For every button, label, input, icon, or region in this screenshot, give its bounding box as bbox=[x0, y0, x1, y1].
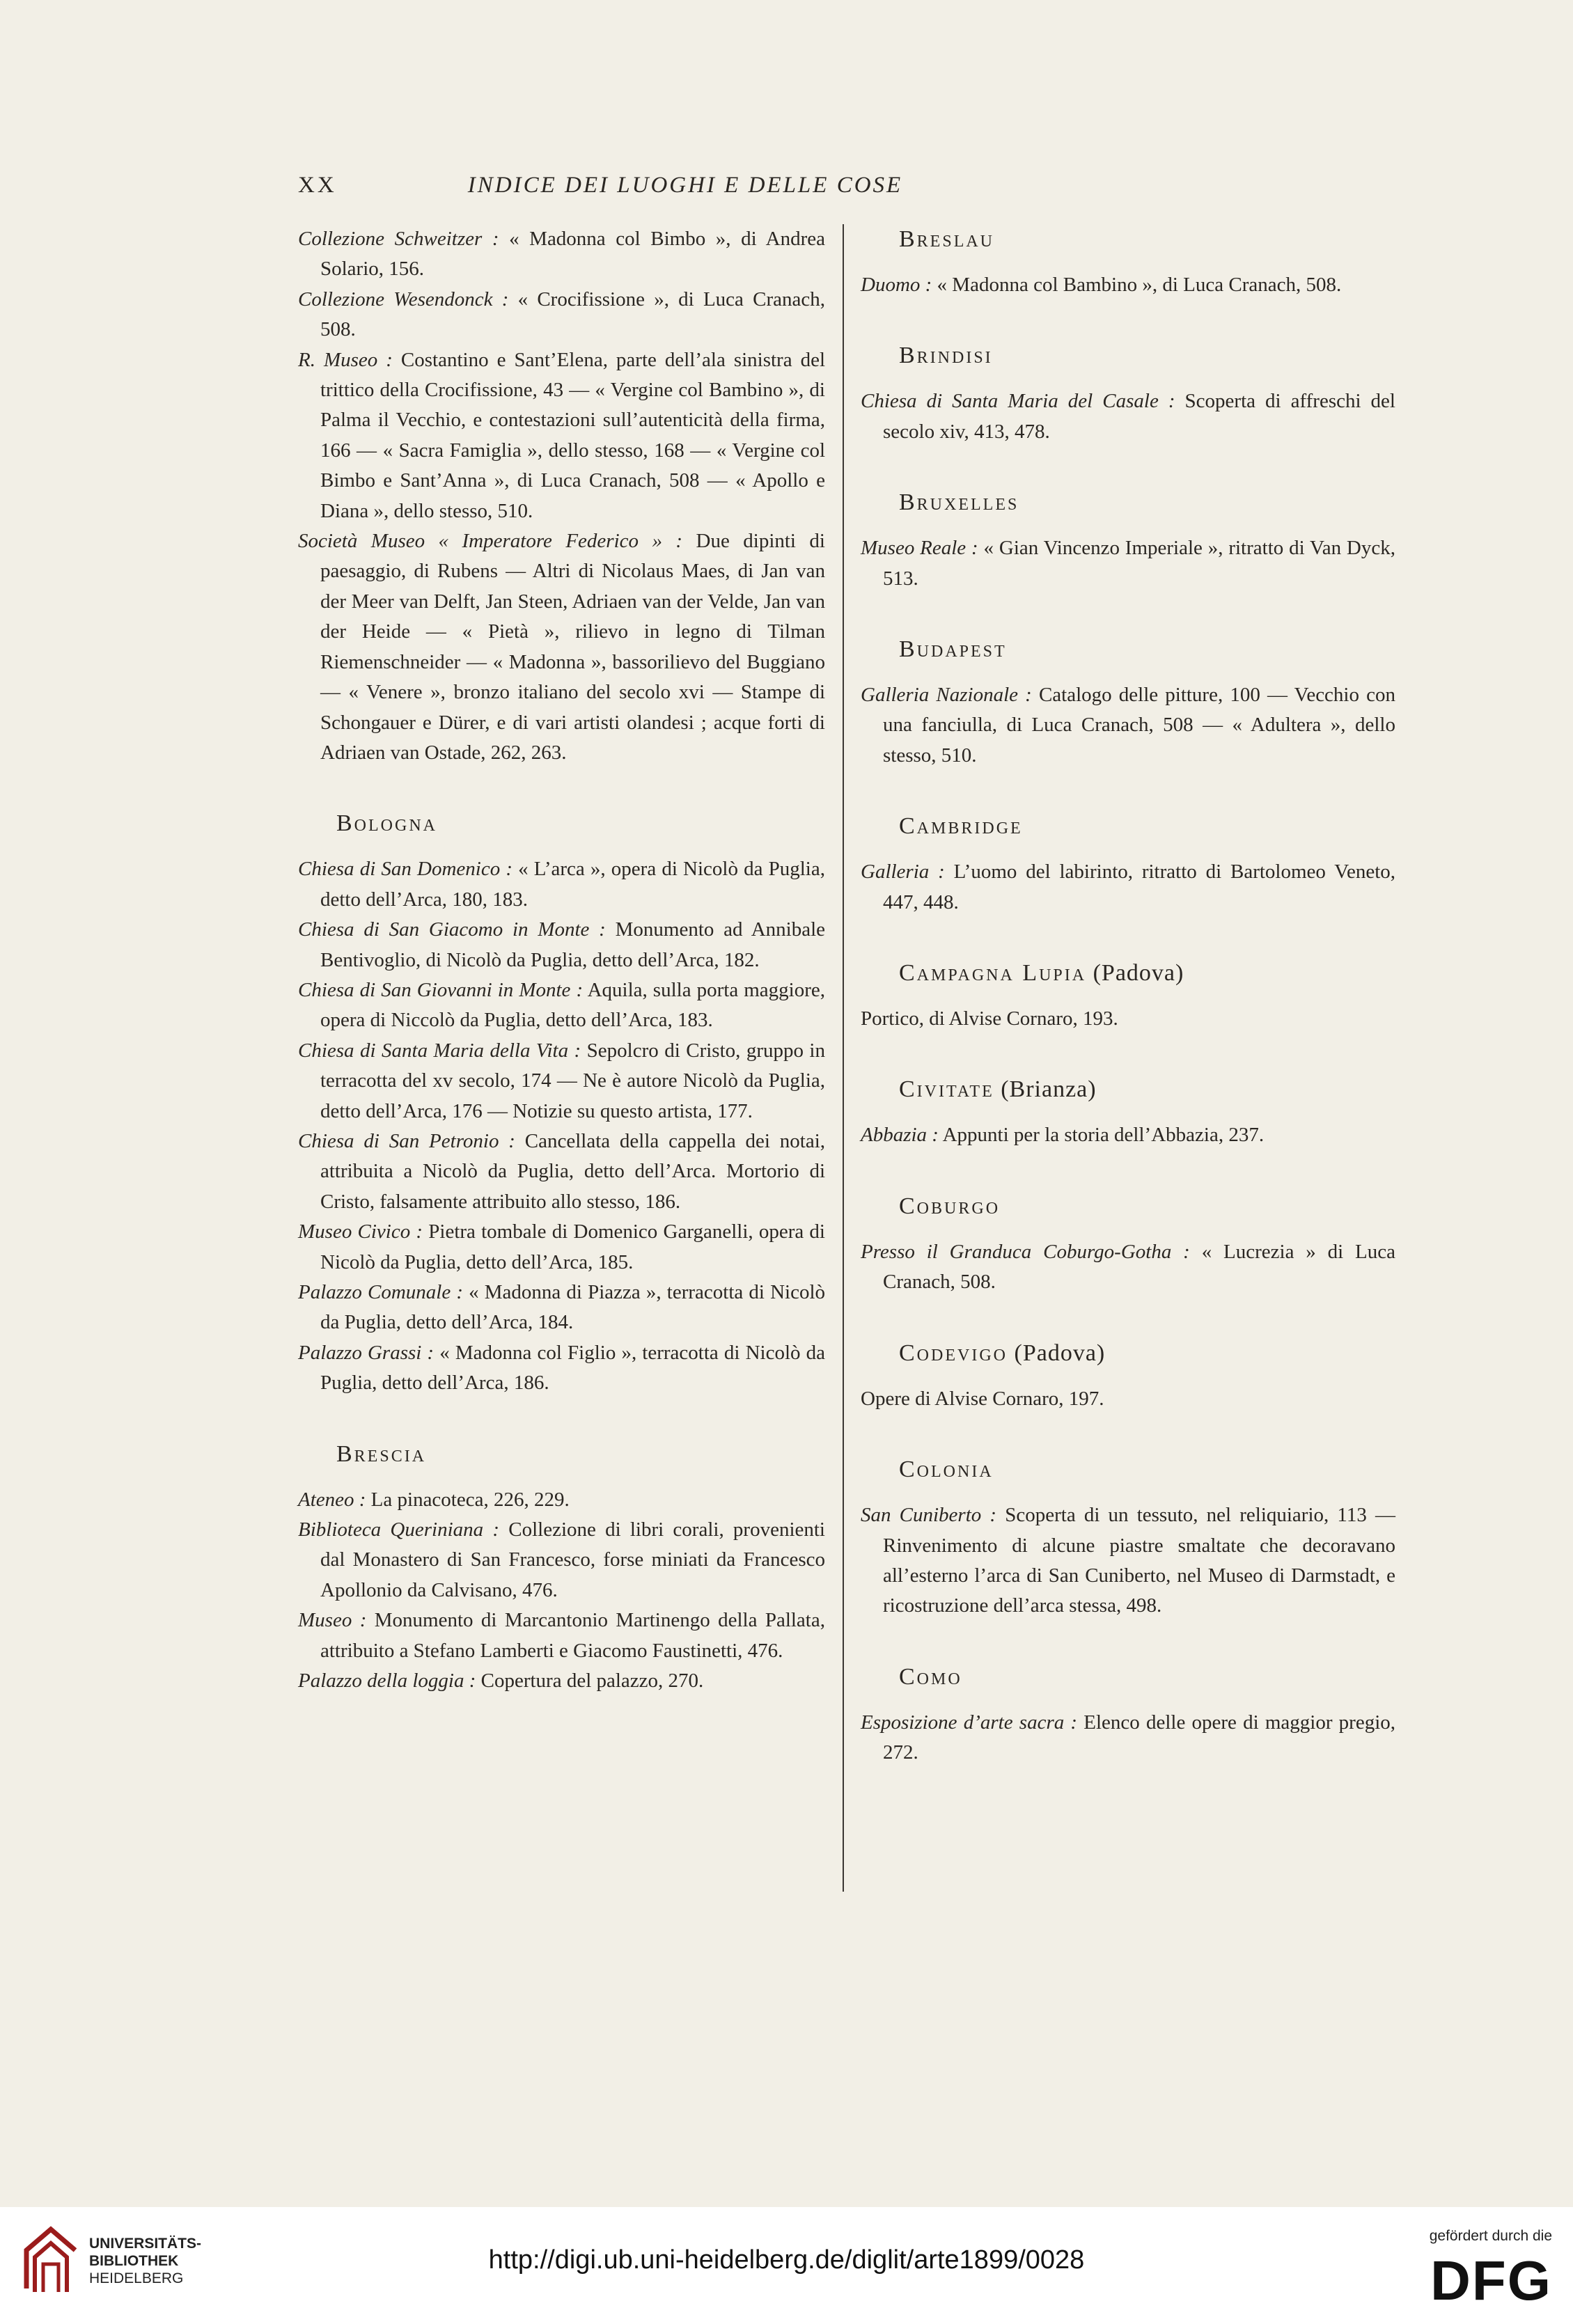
page-number: XX bbox=[298, 173, 337, 198]
index-section bbox=[861, 811, 1395, 918]
entry-location: San Cuniberto : bbox=[861, 1504, 997, 1527]
entry-location: Esposizione d’arte sacra : bbox=[861, 1711, 1078, 1734]
index-section bbox=[861, 1074, 1395, 1150]
place-heading bbox=[899, 1338, 1395, 1369]
index-section bbox=[861, 1662, 1395, 1768]
place-name: Como bbox=[899, 1663, 962, 1690]
index-section bbox=[298, 808, 825, 1398]
entry-text: La pinacoteca, 226, 229. bbox=[366, 1488, 570, 1511]
entry-location: Galleria : bbox=[861, 861, 945, 884]
place-province: (Brianza) bbox=[994, 1076, 1097, 1103]
entry-text: Collezione di libri corali, provenienti dal Monastero di San Francesco, forse miniati da Francesco Apollonio da Calvisano, 476. bbox=[320, 1518, 825, 1601]
digitization-footer bbox=[0, 2207, 1573, 2324]
entry-text: « Madonna col Bambino », di Luca Cranach, 508. bbox=[932, 274, 1342, 296]
index-section bbox=[861, 224, 1395, 300]
entry-text: « L’arca », opera di Nicolò da Puglia, detto dell’Arca, 180, 183. bbox=[320, 858, 825, 911]
place-name: Budapest bbox=[899, 636, 1007, 663]
right-column bbox=[861, 224, 1395, 1809]
index-entry bbox=[298, 1485, 825, 1515]
permalink-url[interactable]: http://digi.ub.uni-heidelberg.de/diglit/arte1899/0028 bbox=[488, 2245, 1085, 2275]
place-heading bbox=[899, 1454, 1395, 1485]
index-entry bbox=[298, 1605, 825, 1666]
place-heading bbox=[899, 1662, 1395, 1693]
entry-text: Appunti per la storia dell’Abbazia, 237. bbox=[938, 1124, 1265, 1147]
index-entry bbox=[298, 1515, 825, 1605]
dfg-logo: DFG bbox=[1430, 2250, 1552, 2311]
entry-text: Due dipinti di paesaggio, di Rubens — Altri di Nicolaus Maes, di Jan van der Meer van Delft, Jan Steen, Adriaen van der Velde, Jan van der Heide — « Pietà », rilievo in legno di Tilman Riemenschneider — « Madonna », bassorilievo del Buggiano — « Venere », bronzo italiano del secolo xvi — Stampe di Schongauer e Dürer, e di vari artisti olandesi ; acque forti di Adriaen van Ostade, 262, 263. bbox=[320, 530, 825, 764]
entry-text: Elenco delle opere di maggior pregio, 272. bbox=[883, 1711, 1396, 1764]
entry-text: Scoperta di affreschi del secolo xiv, 413, 478. bbox=[883, 390, 1395, 443]
entry-location: Chiesa di San Giacomo in Monte : bbox=[298, 918, 606, 941]
entry-text: Aquila, sulla porta maggiore, opera di Niccolò da Puglia, detto dell’Arca, 183. bbox=[320, 978, 826, 1032]
index-entry bbox=[861, 1004, 1395, 1034]
index-section bbox=[861, 958, 1395, 1034]
entry-location: Società Museo « Imperatore Federico » : bbox=[298, 530, 683, 553]
entry-location: Palazzo Grassi : bbox=[298, 1341, 435, 1364]
index-section bbox=[298, 1439, 825, 1697]
place-province: (Padova) bbox=[1008, 1340, 1106, 1366]
entry-text: « Madonna col Bimbo », di Andrea Solario, 156. bbox=[320, 228, 825, 281]
entry-location: Museo Civico : bbox=[298, 1220, 423, 1243]
entry-location: Palazzo della loggia : bbox=[298, 1670, 476, 1693]
index-section bbox=[861, 340, 1395, 447]
left-column bbox=[298, 224, 825, 1736]
place-heading bbox=[899, 1191, 1395, 1222]
place-name: Bologna bbox=[336, 810, 437, 837]
entry-text: Copertura del palazzo, 270. bbox=[476, 1670, 704, 1693]
place-heading bbox=[336, 808, 825, 839]
index-entry bbox=[861, 1708, 1395, 1768]
funded-by-label: gefördert durch die bbox=[1429, 2228, 1552, 2244]
entry-location: Chiesa di San Giovanni in Monte : bbox=[298, 978, 584, 1001]
index-section bbox=[861, 487, 1395, 594]
index-entry bbox=[298, 975, 825, 1036]
place-name: Colonia bbox=[899, 1457, 994, 1483]
index-entry bbox=[861, 857, 1395, 918]
index-entry bbox=[298, 1278, 825, 1338]
index-entry bbox=[298, 345, 825, 526]
place-heading bbox=[899, 958, 1395, 989]
index-entry bbox=[861, 1120, 1395, 1150]
place-name: Brindisi bbox=[899, 343, 993, 369]
entry-text: Sepolcro di Cristo, gruppo in terracotta del xv secolo, 174 — Ne è autore Nicolò da Puglia, detto dell’Arca, 176 — Notizie su questo artista, 177. bbox=[320, 1039, 825, 1122]
entry-location: Chiesa di San Domenico : bbox=[298, 858, 513, 881]
place-province: (Padova) bbox=[1086, 960, 1184, 987]
column-divider bbox=[843, 224, 844, 1892]
place-heading bbox=[899, 811, 1395, 842]
entry-location: Abbazia : bbox=[861, 1124, 939, 1147]
entry-text: L’uomo del labirinto, ritratto di Bartolomeo Veneto, 447, 448. bbox=[883, 861, 1396, 913]
index-entry bbox=[861, 386, 1395, 447]
entry-text: « Madonna col Figlio », terracotta di Nicolò da Puglia, detto dell’Arca, 186. bbox=[320, 1341, 825, 1395]
entry-text: « Gian Vincenzo Imperiale », ritratto di Van Dyck, 513. bbox=[883, 537, 1395, 590]
library-line-3: HEIDELBERG bbox=[89, 2270, 184, 2286]
entry-text: Portico, di Alvise Cornaro, 193. bbox=[861, 1007, 1118, 1030]
index-entry bbox=[298, 1217, 825, 1278]
library-line-2: BIBLIOTHEK bbox=[89, 2253, 179, 2269]
index-entry bbox=[298, 1036, 825, 1126]
place-heading bbox=[899, 487, 1395, 518]
place-heading bbox=[899, 1074, 1395, 1105]
index-entry bbox=[298, 854, 825, 915]
index-section bbox=[298, 224, 825, 768]
entry-text: « Crocifissione », di Luca Cranach, 508. bbox=[320, 288, 825, 341]
entry-text: Catalogo delle pitture, 100 — Vecchio con una fanciulla, di Luca Cranach, 508 — « Adultera », dello stesso, 510. bbox=[883, 684, 1395, 767]
entry-text: Costantino e Sant’Elena, parte dell’ala sinistra del trittico della Crocifissione, 43 — « Vergine col Bambino », di Palma il Vecchio, e contestazioni sull’autenticità della firma, 166 — « Sacra Famiglia », dello stesso, 168 — « Vergine col Bimbo e Sant’Anna », di Luca Cranach, 508 — « Apollo e Diana », dello stesso, 510. bbox=[320, 348, 826, 522]
place-heading bbox=[336, 1439, 825, 1470]
index-entry bbox=[298, 1126, 825, 1217]
place-name: Codevigo bbox=[899, 1340, 1008, 1366]
index-entry bbox=[861, 1384, 1395, 1414]
index-entry bbox=[298, 526, 825, 768]
index-entry bbox=[298, 224, 825, 285]
entry-text: Opere di Alvise Cornaro, 197. bbox=[861, 1387, 1104, 1410]
entry-location: Museo : bbox=[298, 1609, 367, 1632]
running-head bbox=[298, 173, 1072, 207]
entry-location: Chiesa di San Petronio : bbox=[298, 1129, 515, 1152]
index-entry bbox=[298, 915, 825, 975]
entry-text: « Lucrezia » di Luca Cranach, 508. bbox=[883, 1240, 1396, 1294]
page-title: INDICE DEI LUOGHI E DELLE COSE bbox=[467, 173, 903, 198]
entry-text: Monumento di Marcantonio Martinengo della Pallata, attribuito a Stefano Lamberti e Giacomo Faustinetti, 476. bbox=[320, 1609, 825, 1662]
place-name: Civitate bbox=[899, 1076, 994, 1103]
place-name: Breslau bbox=[899, 226, 995, 252]
entry-text: Pietra tombale di Domenico Garganelli, opera di Nicolò da Puglia, detto dell’Arca, 185. bbox=[320, 1220, 825, 1273]
index-entry bbox=[298, 1338, 825, 1399]
entry-text: Cancellata della cappella dei notai, attribuita a Nicolò da Puglia, detto dell’Arca. Mortorio di Cristo, falsamente attribuito allo stesso, 186. bbox=[320, 1129, 825, 1213]
index-entry bbox=[861, 270, 1395, 300]
entry-location: Chiesa di Santa Maria del Casale : bbox=[861, 390, 1175, 413]
place-name: Coburgo bbox=[899, 1193, 1001, 1219]
entry-text: « Madonna di Piazza », terracotta di Nicolò da Puglia, detto dell’Arca, 184. bbox=[320, 1281, 826, 1334]
place-heading bbox=[899, 634, 1395, 665]
entry-location: Museo Reale : bbox=[861, 537, 978, 560]
entry-location: Collezione Wesendonck : bbox=[298, 288, 509, 311]
index-section bbox=[861, 1338, 1395, 1414]
entry-location: Ateneo : bbox=[298, 1488, 366, 1511]
place-name: Cambridge bbox=[899, 813, 1023, 840]
place-name: Campagna Lupia bbox=[899, 960, 1087, 987]
entry-location: Duomo : bbox=[861, 274, 932, 296]
entry-location: R. Museo : bbox=[298, 348, 393, 371]
index-section bbox=[861, 634, 1395, 771]
entry-location: Galleria Nazionale : bbox=[861, 684, 1032, 707]
index-entry bbox=[861, 533, 1395, 594]
index-entry bbox=[298, 1666, 825, 1696]
place-heading bbox=[899, 224, 1395, 255]
entry-text: Scoperta di un tessuto, nel reliquiario, 113 — Rinvenimento di alcune piastre smaltate che decoravano all’esterno l’arca di San Cuniberto, nel Museo di Darmstadt, e ricostruzione dell’arca stessa, 498. bbox=[883, 1504, 1395, 1617]
index-entry bbox=[298, 285, 825, 345]
entry-location: Chiesa di Santa Maria della Vita : bbox=[298, 1039, 581, 1062]
entry-location: Palazzo Comunale : bbox=[298, 1281, 463, 1303]
index-entry bbox=[861, 1237, 1395, 1298]
place-heading bbox=[899, 340, 1395, 371]
index-section bbox=[861, 1454, 1395, 1622]
index-section bbox=[861, 1191, 1395, 1298]
index-entry bbox=[861, 680, 1395, 771]
entry-location: Biblioteca Queriniana : bbox=[298, 1518, 500, 1541]
place-name: Bruxelles bbox=[899, 489, 1019, 516]
entry-location: Collezione Schweitzer : bbox=[298, 228, 499, 250]
library-line-1: UNIVERSITÄTS- bbox=[89, 2236, 202, 2252]
index-entry bbox=[861, 1500, 1395, 1622]
entry-location: Presso il Granduca Coburgo-Gotha : bbox=[861, 1240, 1190, 1263]
entry-text: Monumento ad Annibale Bentivoglio, di Nicolò da Puglia, detto dell’Arca, 182. bbox=[320, 918, 825, 971]
place-name: Brescia bbox=[336, 1440, 427, 1467]
